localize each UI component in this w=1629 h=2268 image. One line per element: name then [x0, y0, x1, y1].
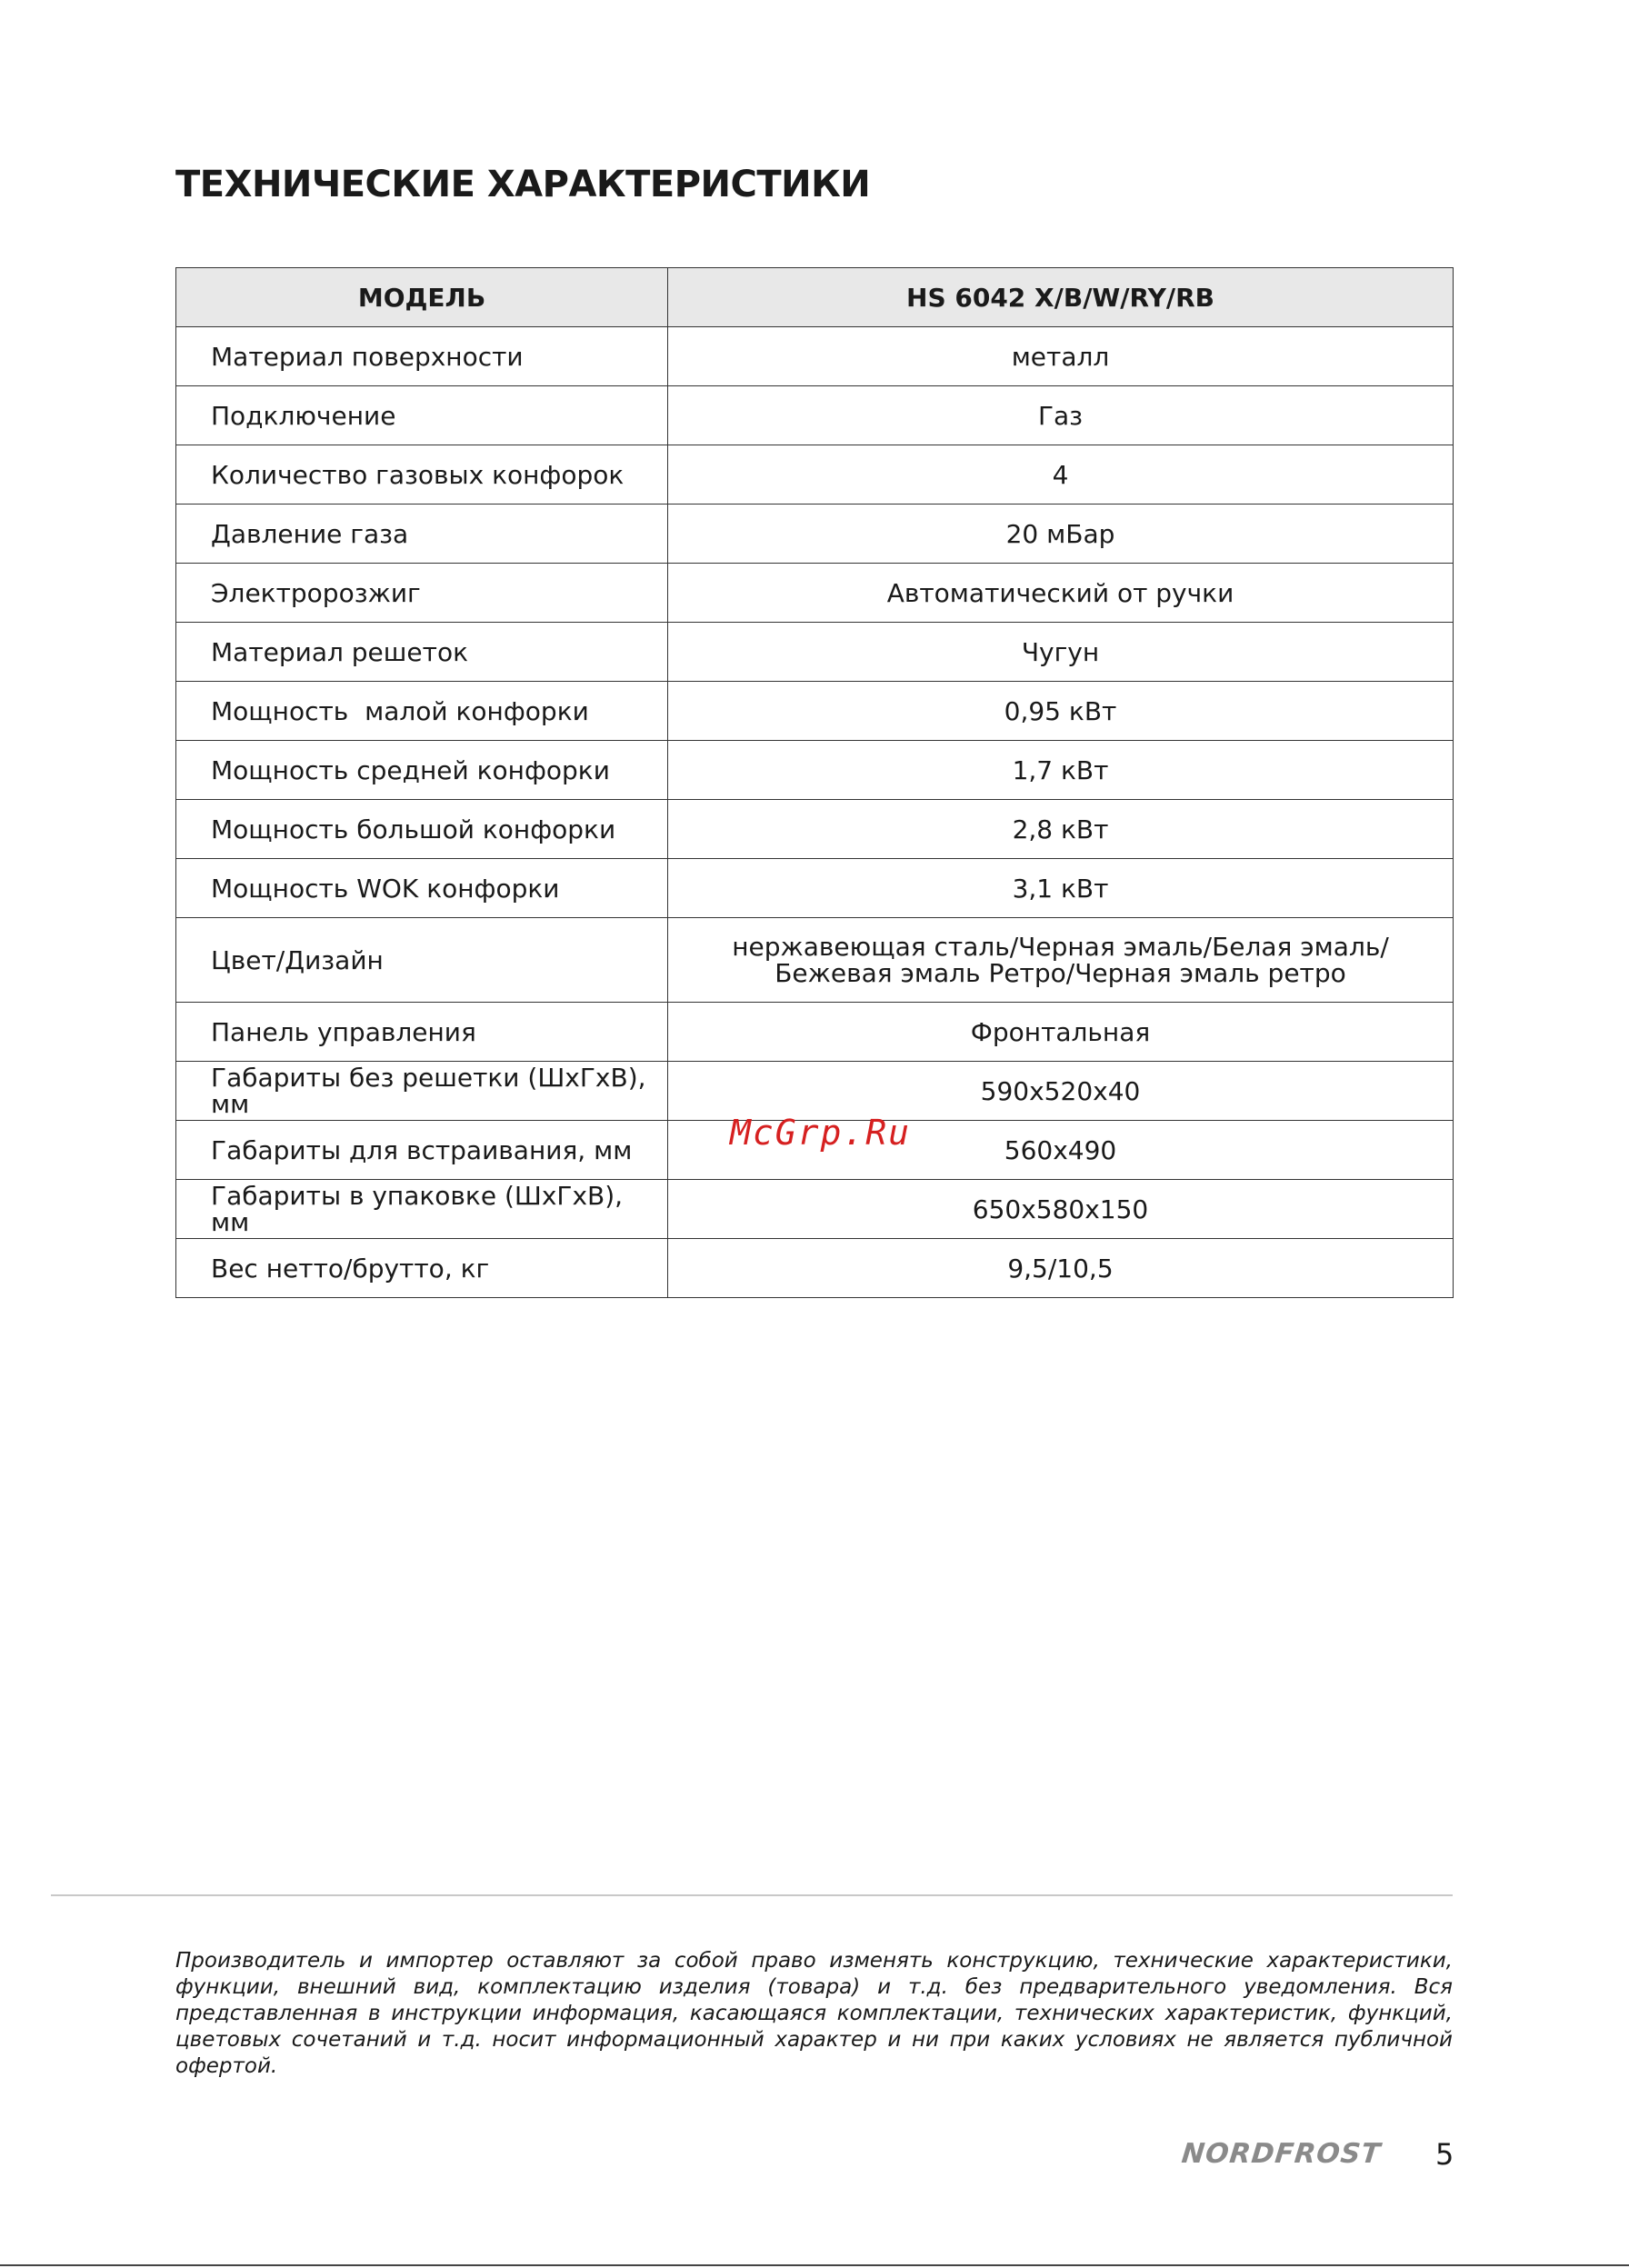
row-value: 560х490 [668, 1121, 1454, 1180]
bottom-divider [0, 2264, 1629, 2266]
row-param: Габариты без решетки (ШхГхВ), мм [176, 1062, 668, 1121]
row-value: 1,7 кВт [668, 741, 1454, 800]
table-row [176, 682, 1454, 741]
row-param: Мощность большой конфорки [176, 800, 668, 859]
row-value: Автоматический от ручки [668, 564, 1454, 623]
row-value: 2,8 кВт [668, 800, 1454, 859]
header-model-label: МОДЕЛЬ [176, 268, 668, 327]
table-row [176, 859, 1454, 918]
table-row [176, 918, 1454, 1003]
page-number: 5 [1435, 2137, 1454, 2172]
table-row [176, 564, 1454, 623]
row-value: Фронтальная [668, 1003, 1454, 1062]
row-value: нержавеющая сталь/Черная эмаль/Белая эмаль/Бежевая эмаль Ретро/Черная эмаль ретро [668, 918, 1454, 1003]
table-row [176, 327, 1454, 386]
header-model-value: HS 6042 X/B/W/RY/RB [668, 268, 1454, 327]
row-param: Мощность средней конфорки [176, 741, 668, 800]
table-row [176, 445, 1454, 505]
disclaimer-text: Производитель и импортер оставляют за собой право изменять конструкцию, технические характеристики, функции, внешний вид, комплектацию изделия (товара) и т.д. без предварительного уведомления. Вся представленная в инструкции информация, касающаяся комплектации, технических характеристик, функций, цветовых сочетаний и т.д. носит информационный характер и ни при каких условиях не является публичной офертой. [175, 1949, 1453, 2078]
table-row [176, 800, 1454, 859]
row-value: 3,1 кВт [668, 859, 1454, 918]
watermark: McGrp.Ru [730, 1113, 912, 1153]
row-value: 590х520х40 [668, 1062, 1454, 1121]
footer-divider [51, 1894, 1453, 1896]
row-param: Цвет/Дизайн [176, 918, 668, 1003]
row-value: Чугун [668, 623, 1454, 682]
table-row [176, 1239, 1454, 1298]
row-value: 0,95 кВт [668, 682, 1454, 741]
row-param: Габариты в упаковке (ШхГхВ), мм [176, 1180, 668, 1239]
row-value: 9,5/10,5 [668, 1239, 1454, 1298]
row-param: Мощность малой конфорки [176, 682, 668, 741]
table-row [176, 1062, 1454, 1121]
brand-logo: NORDFROST [1180, 2138, 1383, 2170]
row-value: 4 [668, 445, 1454, 505]
row-param: Мощность WOK конфорки [176, 859, 668, 918]
table-row [176, 1180, 1454, 1239]
table-row [176, 505, 1454, 564]
table-header-row [176, 268, 1454, 327]
row-value: 20 мБар [668, 505, 1454, 564]
row-param: Панель управления [176, 1003, 668, 1062]
row-param: Электророзжиг [176, 564, 668, 623]
row-value: 650х580х150 [668, 1180, 1454, 1239]
table-row [176, 623, 1454, 682]
row-value: металл [668, 327, 1454, 386]
table-row [176, 386, 1454, 445]
row-value: Газ [668, 386, 1454, 445]
page-title: ТЕХНИЧЕСКИЕ ХАРАКТЕРИСТИКИ [175, 164, 871, 205]
row-param: Материал решеток [176, 623, 668, 682]
row-param: Давление газа [176, 505, 668, 564]
row-param: Материал поверхности [176, 327, 668, 386]
table-row [176, 741, 1454, 800]
row-param: Вес нетто/брутто, кг [176, 1239, 668, 1298]
row-param: Подключение [176, 386, 668, 445]
table-row [176, 1003, 1454, 1062]
row-param: Габариты для встраивания, мм [176, 1121, 668, 1180]
row-param: Количество газовых конфорок [176, 445, 668, 505]
